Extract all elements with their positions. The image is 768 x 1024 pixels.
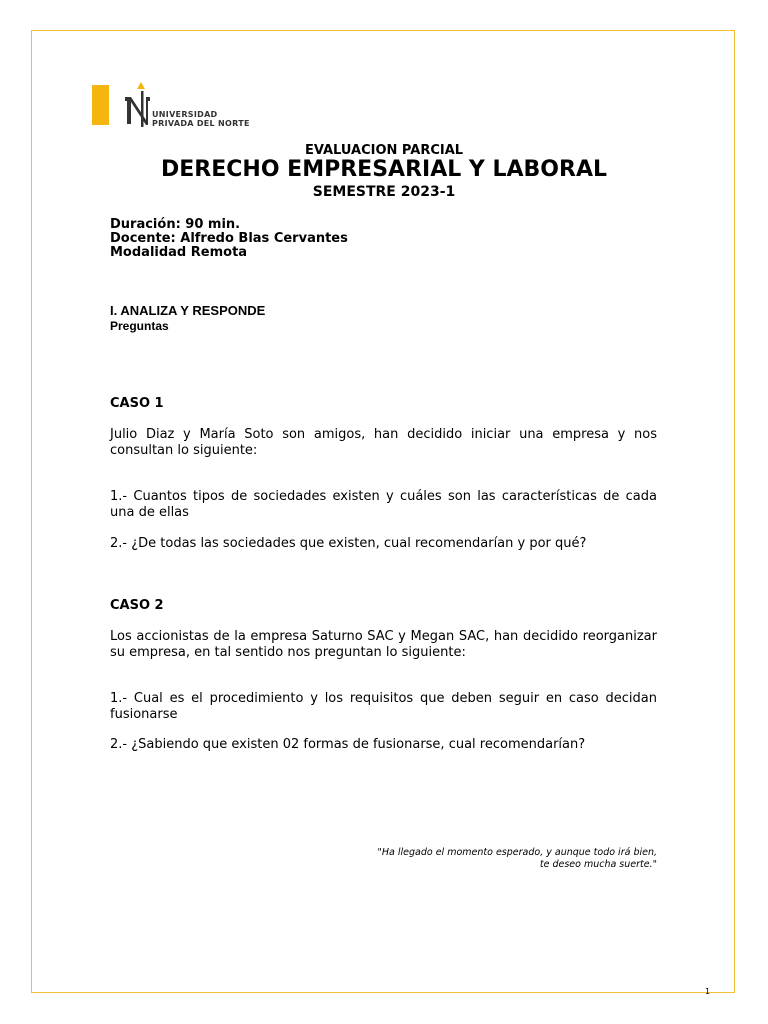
caso1-question-2: 2.- ¿De todas las sociedades que existen, cual recomendarían y por qué? [110, 536, 587, 551]
logo-yellow-bar [92, 85, 109, 125]
caso1-intro: Julio Diaz y María Soto son amigos, han decidido iniciar una empresa y nos consultan lo siguiente: [110, 427, 657, 458]
teacher: Docente: Alfredo Blas Cervantes [110, 231, 348, 246]
modality: Modalidad Remota [110, 245, 248, 260]
caso2-question-1: 1.- Cual es el procedimiento y los requisitos que deben seguir en caso decidan fusionarse [110, 691, 657, 722]
logo-text-line1: UNIVERSIDAD [152, 110, 218, 119]
closing-quote-line1: "Ha llegado el momento esperado, y aunque todo irá bien, [377, 847, 657, 858]
semester: SEMESTRE 2023-1 [312, 184, 456, 200]
section-title: I. ANALIZA Y RESPONDE [110, 303, 266, 318]
closing-quote-line2: te deseo mucha suerte." [539, 859, 657, 870]
logo-text-line2: PRIVADA DEL NORTE [152, 119, 250, 128]
section-subtitle: Preguntas [110, 319, 169, 333]
duration: Duración: 90 min. [110, 217, 241, 232]
caso1-title: CASO 1 [110, 396, 164, 411]
university-logo [92, 82, 292, 128]
course-title: DERECHO EMPRESARIAL Y LABORAL [161, 157, 607, 182]
caso2-intro: Los accionistas de la empresa Saturno SAC y Megan SAC, han decidido reorganizar su empresa, en tal sentido nos preguntan lo siguiente: [110, 629, 657, 660]
page-number: 1 [705, 987, 711, 996]
logo-n-icon [122, 82, 152, 128]
exam-type: EVALUACION PARCIAL [304, 143, 464, 158]
caso1-question-1: 1.- Cuantos tipos de sociedades existen y cuáles son las características de cada una de ellas [110, 489, 657, 520]
caso2-title: CASO 2 [110, 598, 164, 613]
caso2-question-2: 2.- ¿Sabiendo que existen 02 formas de fusionarse, cual recomendarían? [110, 737, 586, 752]
